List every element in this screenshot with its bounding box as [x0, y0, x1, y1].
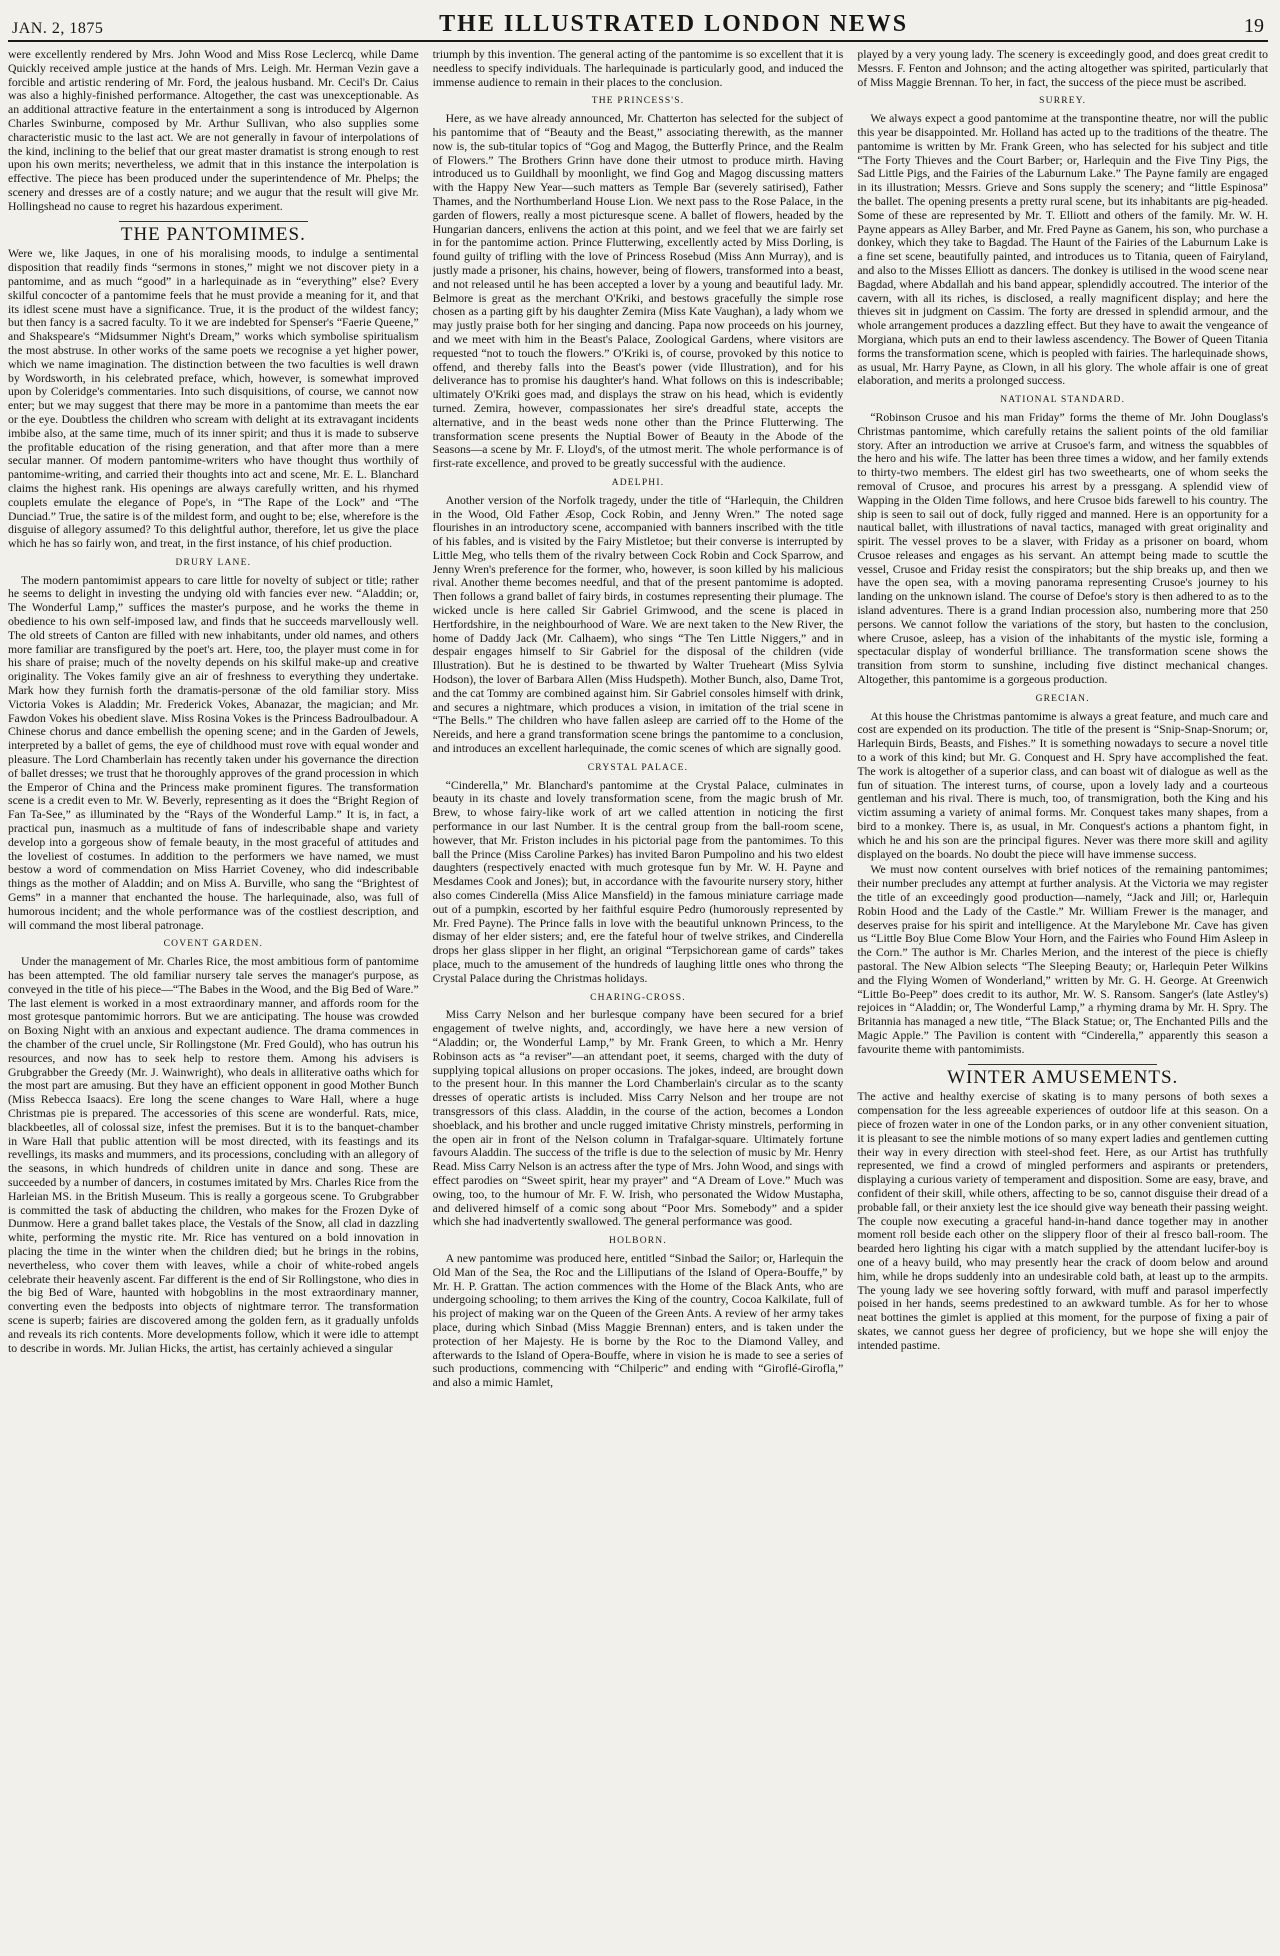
paragraph-drury-lane: The modern pantomimist appears to care little for novelty of subject or title; rather he seems to delight in investing the undying old with fancies ever new. “Aladdin; or, The Wonderful Lamp,” suffices the master's purpose, and he works the theme in obedience to his own self-imposed law, and finds that he succeeds marvellously well. The old streets of Canton are filled with new inhabitants, under old names, and others more familiar are transfigured by the poet's art. Here, too, the player must come in for his share of praise; much of the novelty depends on his skilful make-up and creative originality. The Vokes family give an air of freshness to everything they undertake. Mark how they furnish forth the dramatis-personæ of the old familiar story. Miss Victoria Vokes is Aladdin; Mr. Frederick Vokes, Abanazar, the magician; and Mr. Fawdon Vokes his obedient slave. Miss Rosina Vokes is the Princess Badroulbadour. A Chinese chorus and dance embellish the opening scene; and in the Garden of Jewels, interpreted by a ballet of gems, the eye of childhood must rove with equal wonder and pleasure. The Lord Chamberlain has recently taken under his governance the direction of ballet dresses; we trust that he thoroughly approves of the grand procession in which the Emperor of China and the Princess make prominent figures. The transformation scene is a credit even to Mr. W. Beverly, representing as it does the “Bright Region of Fan Ta-See,” as illuminated by the “Rays of the Wonderful Lamp.” It is, in fact, a practical pun, inasmuch as a multitude of fans of indescribable shape and variety develop into a gorgeous show of female beauty, in the most graceful of attitudes and the loveliest of costumes. In addition to the performers we have named, we must bestow a word of commendation on Miss Harriet Coveney, who did indescribable things as the mother of Aladdin; and on Miss A. Burville, who sang the “Brightest of Gems” in a manner that enchanted the house. The harlequinade, also, was full of humorous incident; and the whole performance was of the costliest description, and will command the most liberal patronage.: [8, 573, 419, 932]
paragraph-pantomimes-intro: Were we, like Jaques, in one of his moralising moods, to indulge a sentimental disposition that readily finds “sermons in stones,” might we not discover piety in a pantomime, and as much “good” in a harlequinade as in “everything” else? Every skilful concocter of a pantomime feels that he must provide a meaning for it, and that its idlest scene must have a significance. True, it is the product of the wildest fancy; but then fancy is a sacred faculty. To it we are indebted for Spenser's “Faerie Queene,” and Shakspeare's “Midsummer Night's Dream,” works which symbolise spiritualism the most abstruse. In other works of the same poets we recognise a yet higher power, which we name imagination. The distinction between the two faculties is well drawn by Wordsworth, in his celebrated preface, which, however, is somewhat improved upon by Coleridge's commentaries. Into such disquisitions, of course, we cannot now enter; but we may suggest that there may be more in a pantomime than meets the ear or the eye. Doubtless the children who scream with delight at its extravagant incidents imbibe also, at the same time, much of its inner spirit; and thus it is made to subserve the profitable education of the rising generation, and that after more than a mere secular manner. Of modern pantomime-writers who have thought thus worthily of pantomime-writing, and carried their thoughts into act and scene, Mr. E. L. Blanchard claims the highest rank. His openings are always carefully written, and his rhymed couplets emulate the elegance of Pope's, in “The Rape of the Lock” and “The Dunciad.” True, the satire is of the mildest form, and ought to be; else, wherefore is the disguise of allegory assumed? To this delightful author, therefore, let us give the place which he has so fairly won, and treat, in the first instance, of his chief production.: [8, 247, 419, 551]
subheading-crystal-palace: CRYSTAL PALACE.: [587, 762, 689, 773]
issue-date: JAN. 2, 1875: [12, 20, 104, 37]
subheading-covent-garden: COVENT GARDEN.: [163, 939, 264, 950]
newspaper-title: THE ILLUSTRATED LONDON NEWS: [439, 11, 909, 37]
section-divider: [119, 221, 308, 222]
paragraph-merry-wives-continued: were excellently rendered by Mrs. John Wood and Miss Rose Leclercq, while Dame Quickly received ample justice at the hands of Mrs. Leigh. Mr. Herman Vezin gave a forcible and artistic rendering of Mr. Ford, the jealous husband. Mr. Cecil's Dr. Caius was also a highly-finished performance. Altogether, the cast was unexceptionable. As an additional attractive feature in the entertainment a song is introduced by Algernon Charles Swinburne, composed by Mr. Arthur Sullivan, who also supplies some characteristic music to the last act. We are not generally in favour of interpolations of the kind, inclining to the belief that our great master dramatist is strong enough to rest upon his own merits; nevertheless, we admit that in this instance the interpolation is effective. The piece has been produced under the superintendence of Mr. Phelps; the scenery and dresses are of a costly nature; and we augur that the result will give Mr. Hollingshead no cause to regret his hazardous experiment.: [8, 48, 419, 213]
paragraph-charing-cross: Miss Carry Nelson and her burlesque company have been secured for a brief engagement of twelve nights, and, accordingly, we have here a new version of “Aladdin; or, the Wonderful Lamp,” by Mr. Frank Green, to which a Mr. Henry Robinson acts as “a reviser”—an attendant poet, it seems, charged with the duty of supplying topical allusions on proper occasions. The jokes, indeed, are brought down to the present hour. In this manner the Lord Chamberlain's circular as to the scanty dresses of operatic artists is included. Miss Carry Nelson and her troupe are not transgressors of this class. Aladdin, in the course of the action, becomes a London shoeblack, and his brother and uncle rugged imitative Christy minstrels, performing in the open air in front of the Nelson column in Trafalgar-square. Ultimately fortune favours Aladdin. The success of the trifle is due to the selection of music by Mr. Henry Read. Miss Carry Nelson is an actress after the type of Mrs. John Wood, and sings with effect parodies on “Sweet spirit, hear my prayer” and “A Dream of Love.” Much was owing, too, to the humour of Mr. F. W. Irish, who personated the Widow Mustapha, and delivered himself of a comic song about “Poor Mrs. Somebody” and a spider which she had inadvertently swallowed. The general performance was good.: [432, 1008, 844, 1229]
paragraph-princess: Here, as we have already announced, Mr. Chatterton has selected for the subject of his pantomime that of “Beauty and the Beast,” associating therewith, as the manner now is, the sub-titular topics of “Gog and Magog, the Butterfly Prince, and the Realm of Flowers.” The Brothers Grinn have done their utmost to produce mirth. Having introduced us to Guildhall by moonlight, we find Gog and Magog discussing matters with the Happy New Year—such matters as Temple Bar (severely satirised), Father Thames, and the Northumberland House Lion. We next pass to the Rose Palace, in the garden of flowers, really a most picturesque scene. A ballet of flowers, headed by the Hungarian dancers, enlivens the action at this point, and we feel that we are fairly set in for the pantomime action. Prince Flutterwing, excellently acted by Miss Dorling, is found guilty of trifling with the love of Princess Rosebud (Miss Ann Murray), and is justly made a prisoner, his chains, however, being of flowers, transformed into a beast, and not released until he has been accepted a lover by a young and beautiful lady. Mr. Belmore is great as the merchant O'Kriki, and bestows gracefully the simple rose chosen as a parting gift by his daughter Zemira (Miss Kate Vaughan), a lady whom we may justly praise both for her singing and dancing. Papa now proceeds on his journey, and we meet with him in the Beast's Palace, Zoological Gardens, where visitors are requested “not to touch the flowers.” O'Kriki is, of course, provoked by this notice to offend, and thereby falls into the Beast's power (vide Illustration), and for his deliverance has to promise his daughter's hand. What follows on this is indescribable; ultimately O'Kriki goes mad, and displays the straw on his head, which is evidently turned. Zemira, however, compassionates her sire's dreadful state, accepts the alternative, and in the beast weds none other than the Prince Flutterwing. The transformation scene presents the Nuptial Bower of Beauty in the Abode of the Seasons—a scene by Mr. F. Lloyd's, of the utmost merit. The whole performance is of first-rate excellence, and proved to be greatly successful with the audience.: [432, 112, 844, 471]
subheading-grecian: GRECIAN.: [1035, 693, 1090, 704]
paragraph-adelphi: Another version of the Norfolk tragedy, under the title of “Harlequin, the Children in the Wood, Old Father Æsop, Cock Robin, and Jenny Wren.” The noted sage flourishes in an introductory scene, accompanied with banners inscribed with the title of his fables, and is visited by the Fairy Mistletoe; but their converse is interrupted by Little Meg, who tells them of the rivalry between Cock Robin and Cock Sparrow, and Jenny Wren's preference for the former, who, however, is soon killed by his malicious rival. Another theme becomes needful, and that of the present pantomime is adopted. Then follows a grand ballet of fairy birds, in costumes representing their plumage. The wicked uncle is here called Sir Gabriel Grimwood, and the scene is placed in Hertfordshire, in the neighbourhood of Ware. We are next taken to the New River, the home of Daddy Jack (Mr. Calhaem), who sings “The Ten Little Niggers,” and in despair engages himself to Sir Gabriel for the disposal of the children (vide Illustration). But he is destined to be thwarted by Walter Trueheart (Miss Sylvia Hodson), the lover of Barbara Allen (Miss Hudspeth). Mother Bunch, also, Dame Trot, and the cat Tommy are combined against him. Sir Gabriel consoles himself with drink, and secures a nightmare, which produces a vision, in imitation of the trial scene in “The Bells.” The children who have fallen asleep are carried off to the Home of the Nereids, and here a grand transformation scene brings the pantomime to a conclusion, and introduces an excellent harlequinade, the comic scenes of which are signally good.: [432, 493, 844, 756]
page-number: 19: [1243, 15, 1264, 37]
heading-winter-amusements: WINTER AMUSEMENTS.: [947, 1066, 1179, 1088]
column-2: [433, 48, 844, 1954]
masthead: [8, 8, 1268, 42]
subheading-surrey: SURREY.: [1039, 96, 1087, 107]
subheading-charing-cross: CHARING-CROSS.: [590, 992, 686, 1003]
heading-the-pantomimes: THE PANTOMIMES.: [120, 223, 306, 245]
paragraph-covent-garden-continued: triumph by this invention. The general acting of the pantomime is so excellent that it is needless to specify individuals. The harlequinade is particularly good, and induced the immense audience to remain in their places to the conclusion.: [432, 48, 844, 89]
paragraph-covent-garden: Under the management of Mr. Charles Rice, the most ambitious form of pantomime has been attempted. The old familiar nursery tale serves the manager's purpose, as conveyed in the title of his piece—“The Babes in the Wood, and the Big Bed of Ware.” The last element is worked in a most extraordinary manner, and affords room for the most grotesque pantomimic horrors. But we are anticipating. The house was crowded on Boxing Night with an anxious and expectant audience. The drama commences in the chamber of the cruel uncle, Sir Rollingstone (Mr. Fred Gould), who has outrun his resources, and now has to seek help to restore them. Among his advisers is Grubgrabber the Greedy (Mr. J. Wainwright), who deals in alliterative oaths which for the most part are amusing. But they have an efficient opponent in good Mother Bunch (Miss Rebecca Isaacs). Ere long the scene changes to Ware Hall, where a huge Christmas pie is prepared. The accessories of this scene are wonderful. Rats, mice, blackbeetles, all of colossal size, infest the premises. But it is to the banquet-chamber in Ware Hall that public attention will be most directed, with its feastings and its revellings, its masks and mummers, and its processions, concluding with an allegory of the seasons, in which hundreds of children unite in dance and song. These are succeeded by a number of dancers, in costumes imitated by Mrs. Charles Rice from the Harleian MS. in the British Museum. This is really a gorgeous scene. To Grubgrabber is committed the task of abducting the children, who makes for the Frozen Dyke of Dunmow. Here a grand ballet takes place, the Vestals of the Snow, all clad in dazzling white, performing the mystic rite. Mr. Rice has ventured on a bold innovation in placing the time in the winter when the children died; but he brings in the robins, nevertheless, who cover them with leaves, while a choir of white-robed angels celebrate their heavenly ascent. Far different is the end of Sir Rollingstone, who dies in the big Bed of Ware, haunted with hobgoblins in the most extraordinary manner, converting even the bedposts into objects of nightmare terror. The transformation scene is superb; fairies are discovered among the golden fern, as it gradually unfolds and reveals its rich contents. More developments follow, which it were idle to attempt to describe in words. Mr. Julian Hicks, the artist, has certainly achieved a singular: [8, 955, 419, 1355]
column-3: [857, 48, 1268, 1954]
paragraph-grecian: At this house the Christmas pantomime is always a great feature, and much care and cost are expended on its production. The title of the present is “Snip-Snap-Snorum; or, Harlequin Birds, Beasts, and Fishes.” It is something nowadays to secure a novel title to a work of this kind; but Mr. G. Conquest and H. Spry have accomplished the feat. The work is altogether of a superior class, and can boast wit of dialogue as well as the fun of situation. The interest turns, of course, upon a lovely lady and a courteous gentleman and his rival. There is much, too, of transmigration, both the King and his victim assuming a variety of animal forms. Mr. Conquest takes many shapes, from a bird to a monkey. There is, as usual, in Mr. Conquest's actions a phantom fight, in which he and his son are the principal figures. Never was there more skill and agility displayed on the boards. No doubt the piece will have immense success.: [857, 709, 1269, 861]
paragraph-national-standard: “Robinson Crusoe and his man Friday” forms the theme of Mr. John Douglass's Christmas pantomime, which carefully retains the salient points of the old familiar story. After an introduction we arrive at Crusoe's farm, and witness the squabbles of the hero and his wife. The latter has been three times a widow, and her family extends to thirty-two members. The eldest girl has two sweethearts, one of whom seeks the removal of Crusoe, and procures his arrest by a pressgang. A splendid view of Wapping in the Olden Time follows, and here Crusoe bids farewell to his country. The ship is seen to sail out of dock, fully rigged and manned. Here is an opportunity for a nautical ballet, with illustrations of naval tactics, managed with great originality and spirit. The vessel proves to be a slaver, with Friday as a prisoner on board, whom Crusoe releases and engages as his servant. An attempt being made to scuttle the vessel, Crusoe and Friday resist the conspirators; but the ship breaks up, and then we have the open sea, with a moving panorama representing Crusoe's journey to his landing on the unknown island. The course of Defoe's story is then adhered to as to the island adventures. There is a grand Indian procession also, numbering more that 250 persons. We cannot follow the variations of the story, but hasten to the conclusion, where Crusoe, asleep, has a vision of the inhabitants of the mystic isle, forming a spectacular display of wonderful brilliance. The transformation scene shows the transition from storm to sunshine, including five distinct mechanical changes. Altogether, this pantomime is a gorgeous production.: [857, 410, 1269, 687]
subheading-drury-lane: DRURY LANE.: [175, 557, 252, 568]
paragraph-crystal-palace: “Cinderella,” Mr. Blanchard's pantomime at the Crystal Palace, culminates in beauty in its chaste and lovely transformation scene, from the magic brush of Mr. Brew, to whose fairy-like work of art we called attention in noticing the first performance in our last Number. It is the central group from the ball-room scene, however, that Mr. Friston includes in his pictorial page from the pantomimes. To this ball the Prince (Miss Caroline Parkes) has invited Baron Pumpolino and his two eldest daughters (respectively enacted with much grotesque fun by Mr. W. H. Payne and Mesdames Cook and Jones); but, in accordance with the favourite nursery story, hither also comes Cinderella (Miss Alice Mansfield) in the famous miniature carriage made out of a pumpkin, escorted by her faithful esquire Pedro (humorously represented by Mr. Fred Payne). The Prince falls in love with the beautiful unknown Princess, to the dismay of her elder sisters; and, ere the fateful hour of twelve strikes, and Cinderella drops her glass slipper in her flight, an original “Terpsichorean game of cards” takes place, much to the amusement of the hundreds of laughing little ones who throng the Crystal Palace during the Christmas holidays.: [432, 778, 844, 985]
paragraph-holborn-continued: played by a very young lady. The scenery is exceedingly good, and does great credit to Messrs. F. Fenton and Johnson; and the acting altogether was spirited, particularly that of Miss Maggie Brennan. To her, in fact, the success of the piece must be ascribed.: [857, 48, 1269, 89]
paragraph-holborn: A new pantomime was produced here, entitled “Sinbad the Sailor; or, Harlequin the Old Man of the Sea, the Roc and the Lilliputians of the Island of Opera-Bouffe,” by Mr. H. P. Grattan. The action commences with the Home of the Black Ants, who are undergoing schooling; to them arrives the King of the country, Cocoa Kalkilate, full of his project of making war on the Queen of the Green Ants. A review of her army takes place, during which Sinbad (Miss Maggie Brennan) enters, and is taken under the protection of her Majesty. He is borne by the Roc to the Diamond Valley, and afterwards to the Island of Opera-Bouffe, where in vision he is made to see a series of such productions, commencing with “Chilperic” and ending with “Giroflé-Girofla,” and also a mimic Hamlet,: [432, 1251, 844, 1390]
paragraph-winter-amusements: The active and healthy exercise of skating is to many persons of both sexes a compensation for the less agreeable experiences of outdoor life at this season. On a piece of frozen water in one of the London parks, or in any other convenient situation, it is pleasant to see the nimble motions of so many expert ladies and gentlemen cutting their way in every direction with steel-shod feet. Here, as our Artist has truthfully represented, we find a crowd of mingled performers and aspirants or pretenders, displaying a curious variety of temperament and disposition. Some are easy, brave, and confident of their skill, while others, affecting to be so, cannot disguise their dread of a probable fall, or their anxiety lest the ice should give way beneath their passing weight. The couple now executing a graceful hand-in-hand dance together may in another moment roll beside each other on the slippery floor of their al fresco ball-room. The bearded hero lighting his cigar with a match supplied by the attendant lucifer-boy is one of a heavy build, who may presently hear the crack of doom below and around him, while he drops suddenly into an undesirable cold bath, at least up to the armpits. The young lady we see hovering softly forward, with muff and parasol imperfectly poised in her hands, seems predestined to an awkward tumble. As for her to whose neat bottines the gimlet is applied at this moment, for the purpose of fixing a pair of skates, we cannot guess her degree of proficiency, but we hope she will enjoy the intended pastime.: [857, 1090, 1269, 1352]
paragraph-surrey: We always expect a good pantomime at the transpontine theatre, nor will the public this year be disappointed. Mr. Holland has acted up to the traditions of the theatre. The pantomime is written by Mr. Frank Green, who has selected for his subject and title “The Forty Thieves and the Court Barber; or, Harlequin and the Five Tiny Pigs, the Sad Little Pigs, and the Fairies of the Laburnum Lake.” The Payne family are engaged in its illustration; Messrs. Grieve and Sons supply the scenery; and “little Espinosa” the ballet. The opening presents a pretty rural scene, but its inhabitants are pig-headed. Some of these are represented by Mr. T. Elliott and others of the family. Mr. W. H. Payne appears as Alley Barber, and Mr. Fred Payne as Ganem, his son, who purchase a donkey, which they take to Bagdad. The Haunt of the Fairies of the Laburnum Lake is a fine set scene, beautifully painted, and introduces us to Titania, queen of Fairyland, and also to the Misses Elliott as dancers. The donkey is utilised in the wood scene near Bagdad, where Abdallah and his band appear, splendidly accoutred. The interior of the cavern, with all its riches, is disclosed, a really magnificent display; and here the thieves sit in judgment on Cassim. The forty are dressed in splendid armour, and the whole arrangement produces a dazzling effect. But they have to await the vengeance of Morgiana, which puts an end to their lawless ascendency. The Bower of Queen Titania forms the transformation scene, which is peopled with fairies. The harlequinade shows, as usual, Mr. Harry Payne, as Clown, in all his glory. The whole affair is one of great elaboration, and merits a prolonged success.: [857, 112, 1269, 388]
subheading-princess: THE PRINCESS'S.: [591, 96, 685, 107]
subheading-national-standard: NATIONAL STANDARD.: [1000, 395, 1126, 406]
column-1: [8, 48, 419, 1954]
subheading-adelphi: ADELPHI.: [611, 477, 665, 488]
section-divider: [968, 1064, 1157, 1065]
subheading-holborn: HOLBORN.: [609, 1236, 667, 1247]
article-columns: [8, 48, 1268, 1954]
paragraph-remaining-pantomimes: We must now content ourselves with brief notices of the remaining pantomimes; their number precludes any attempt at further analysis. At the Victoria we may register the title of an exceedingly good production—namely, “Jack and Jill; or, Harlequin Robin Hood and the Lady of the Castle.” Mr. William Frewer is the manager, and deserves praise for his spirit and intelligence. At the Marylebone Mr. Cave has given us “Little Boy Blue Come Blow Your Horn, and the Fairies who Found Him Asleep in the Corn.” The author is Mr. Charles Merion, and the interest of the piece is chiefly pastoral. The New Albion selects “The Sleeping Beauty; or, Harlequin Peter Wilkins and the Flying Women of Wonderland,” written by Mr. G. H. George. At Greenwich “Little Bo-Peep” does credit to its author, Mr. W. S. Ransom. Sanger's (late Astley's) rejoices in “Aladdin; or, The Wonderful Lamp,” a rhyming drama by Mr. H. Spry. The Britannia has managed a new title, “The Black Statue; or, The Enchanted Pills and the Magic Apple.” The Pavilion is content with “Cinderella,” apparently this season a favourite theme with pantomimists.: [857, 863, 1269, 1056]
